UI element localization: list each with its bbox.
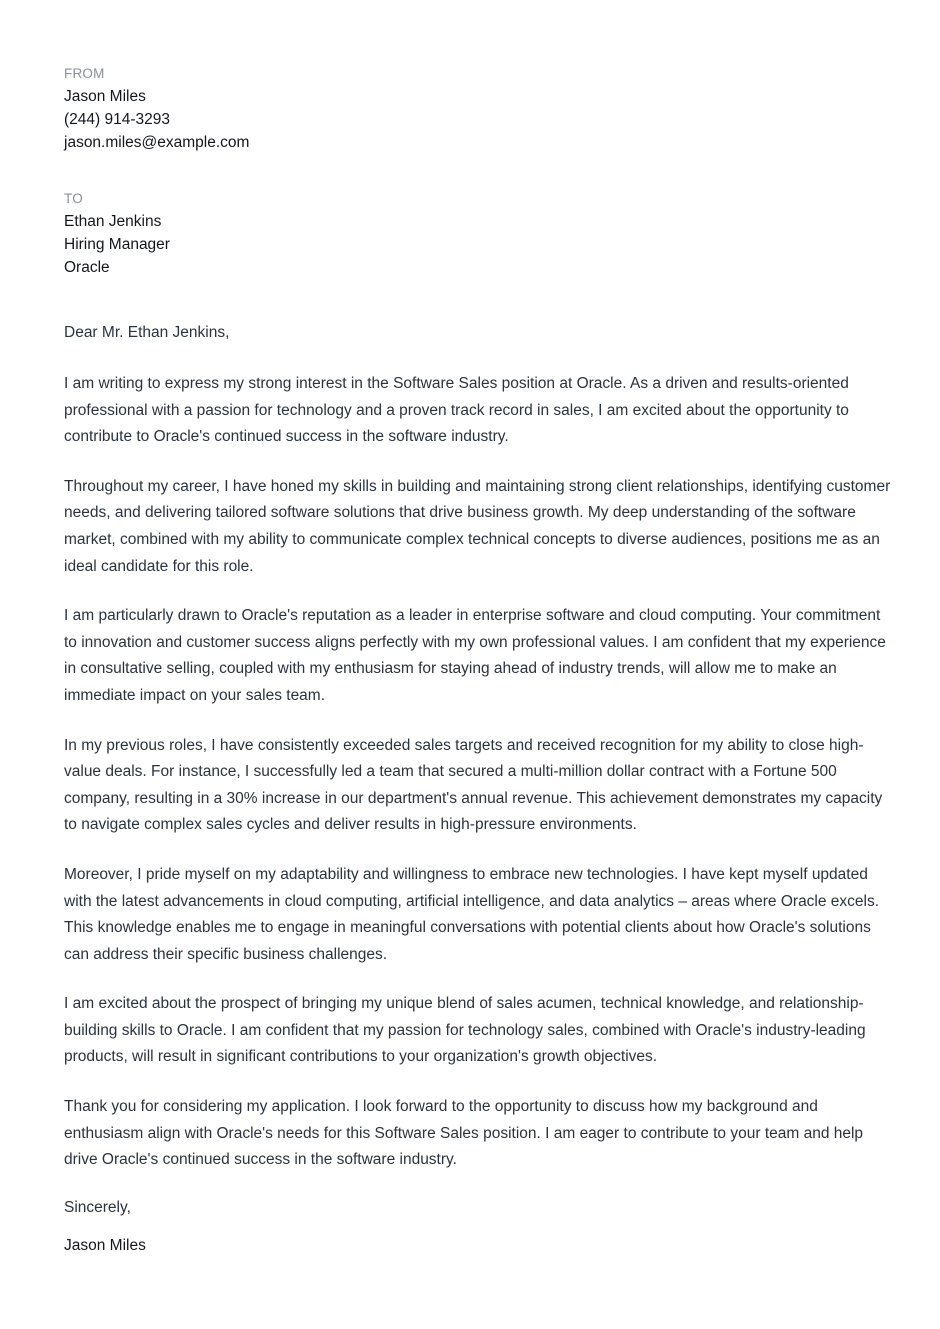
body-paragraph: Moreover, I pride myself on my adaptability and willingness to embrace new technologies. I have kept myself updated with the latest advancements in cloud computing, artificial intelligence, and data analytics – areas where Oracle excels. This knowledge enables me to engage in meaningful conversations with potential clients about how Oracle's solutions can address their specific business challenges. (64, 865, 880, 963)
sender-block (64, 64, 896, 154)
body-paragraph: I am excited about the prospect of bringing my unique blend of sales acumen, technical knowledge, and relationship-building skills to Oracle. I am confident that my passion for technology sales, combined with Oracle's industry-leading products, will result in significant contributions to your organization's growth objectives. (64, 995, 866, 1066)
from-label: FROM (64, 66, 105, 81)
sender-email: jason.miles@example.com (64, 134, 250, 151)
signature: Jason Miles (64, 1236, 146, 1254)
to-label: TO (64, 191, 83, 206)
body-paragraph: Thank you for considering my application. I look forward to the opportunity to discuss how my background and enthusiasm align with Oracle's needs for this Software Sales position. I am eager to contribute to your team and help drive Oracle's continued success in the software industry. (64, 1098, 864, 1169)
recipient-title: Hiring Manager (64, 236, 170, 253)
sender-phone: (244) 914-3293 (64, 111, 170, 128)
body-paragraph: I am writing to express my strong interest in the Software Sales position at Oracle. As a driven and results-oriented professional with a passion for technology and a proven track record in sales, I am excited about the opportunity to contribute to Oracle's continued success in the software industry. (64, 375, 849, 446)
cover-letter (64, 64, 896, 1257)
salutation: Dear Mr. Ethan Jenkins, (64, 324, 230, 341)
recipient-block (64, 189, 896, 279)
body-paragraph: I am particularly drawn to Oracle's reputation as a leader in enterprise software and cloud computing. Your commitment to innovation and customer success aligns perfectly with my own professional values. I am confident that my experience in consultative selling, coupled with my enthusiasm for staying ahead of industry trends, will allow me to make an immediate impact on your sales team. (64, 607, 886, 704)
recipient-name: Ethan Jenkins (64, 213, 162, 230)
body-paragraph: In my previous roles, I have consistently exceeded sales targets and received recognition for my ability to close high-value deals. For instance, I successfully led a team that secured a multi-million dollar contract with a Fortune 500 company, resulting in a 30% increase in our department's annual revenue. This achievement demonstrates my capacity to navigate complex sales cycles and deliver results in high-pressure environments. (64, 736, 883, 834)
closing: Sincerely, (64, 1198, 131, 1216)
sender-name: Jason Miles (64, 88, 146, 105)
letter-body (64, 371, 896, 1174)
body-paragraph: Throughout my career, I have honed my skills in building and maintaining strong client relationships, identifying customer needs, and delivering tailored software solutions that drive business growth. My deep understanding of the software market, combined with my ability to communicate complex technical concepts to diverse audiences, positions me as an ideal candidate for this role. (64, 477, 891, 575)
recipient-company: Oracle (64, 259, 110, 276)
